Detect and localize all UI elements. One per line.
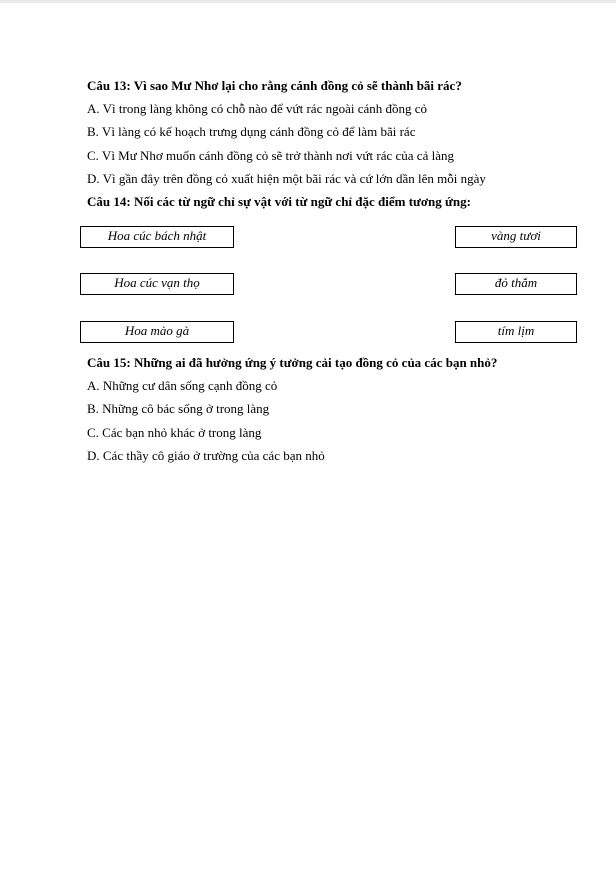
question-13-option-c: C. Vì Mư Nhơ muốn cánh đồng cỏ sẽ trở thành nơi vứt rác của cả làng bbox=[87, 148, 454, 163]
question-13-option-a: A. Vì trong làng không có chỗ nào để vứt rác ngoài cánh đồng cỏ bbox=[87, 101, 428, 116]
match-trait-box-1: vàng tươi bbox=[455, 226, 577, 248]
match-trait-box-3: tím lịm bbox=[455, 321, 577, 343]
match-thing-box-1: Hoa cúc bách nhật bbox=[80, 226, 234, 248]
question-13-option-b: B. Vì làng có kế hoạch trưng dụng cánh đồng cỏ để làm bãi rác bbox=[87, 124, 416, 139]
question-15-title: Câu 15: Những ai đã hưởng ứng ý tưởng cải tạo đồng cỏ của các bạn nhỏ? bbox=[87, 355, 498, 370]
question-15-option-d: D. Các thầy cô giáo ở trường của các bạn nhỏ bbox=[87, 448, 325, 463]
match-thing-box-2: Hoa cúc vạn thọ bbox=[80, 273, 234, 295]
question-14-title: Câu 14: Nối các từ ngữ chỉ sự vật với từ ngữ chỉ đặc điểm tương ứng: bbox=[87, 194, 471, 209]
match-thing-box-3: Hoa mào gà bbox=[80, 321, 234, 343]
question-13-title: Câu 13: Vì sao Mư Nhơ lại cho rằng cánh đồng cỏ sẽ thành bãi rác? bbox=[87, 78, 462, 93]
question-15-option-b: B. Những cô bác sống ở trong làng bbox=[87, 401, 270, 416]
match-trait-box-2: đỏ thắm bbox=[455, 273, 577, 295]
question-15-option-a: A. Những cư dân sống cạnh đồng cỏ bbox=[87, 378, 278, 393]
question-13-option-d: D. Vì gần đây trên đồng cỏ xuất hiện một bãi rác và cứ lớn dần lên mỗi ngày bbox=[87, 171, 486, 186]
question-15-option-c: C. Các bạn nhỏ khác ở trong làng bbox=[87, 425, 262, 440]
